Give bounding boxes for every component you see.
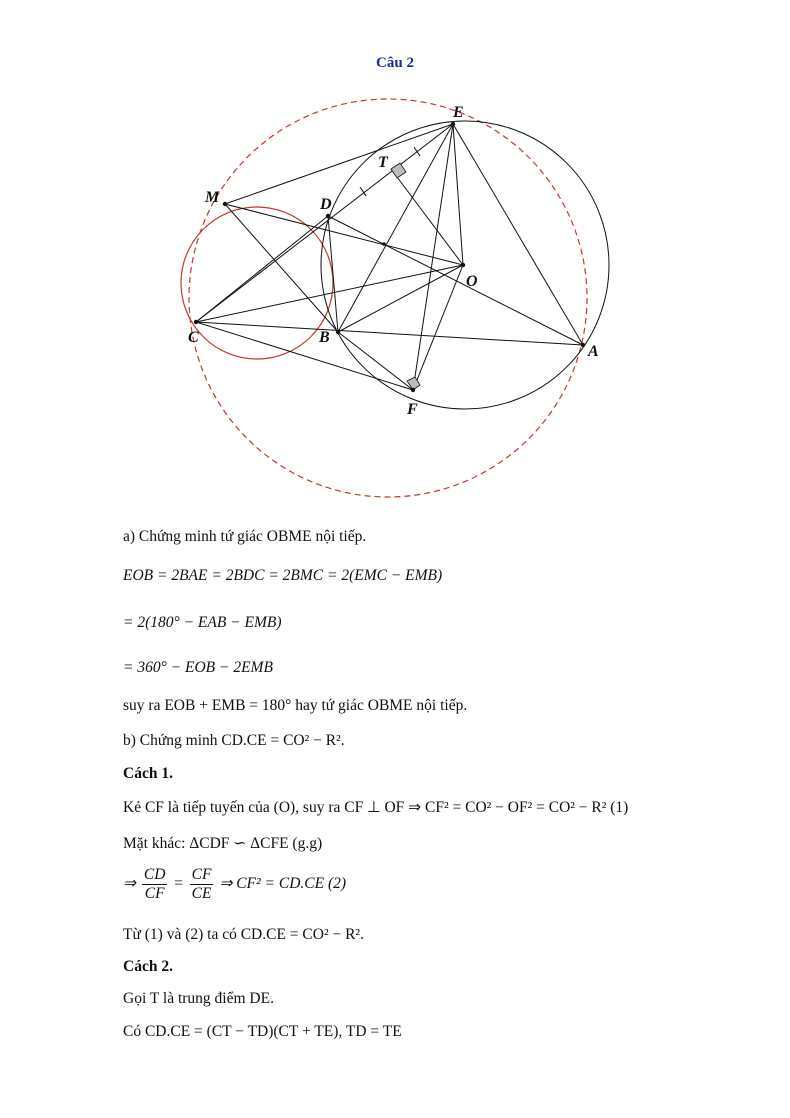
text-line-4: Kẻ CF là tiếp tuyến của (O), suy ra CF ⊥ OF ⇒ CF² = CO² − OF² = CO² − R² (1): [123, 799, 629, 816]
geometry-figure: [170, 92, 610, 512]
label-a: A: [588, 343, 599, 360]
dashed-circle: [189, 99, 587, 497]
label-f: F: [407, 401, 418, 418]
right-angle-t: [391, 163, 406, 178]
equation-line-2: = 2(180° − EAB − EMB): [123, 614, 282, 631]
fraction-cd-cf: $\frac{CD}{CF}$: [143, 866, 166, 902]
label-d: D: [320, 196, 332, 213]
fraction-result: ⇒ CF² = CD.CE (2): [219, 875, 347, 893]
page-title: Câu 2: [376, 55, 414, 71]
text-line-5: Mặt khác: ΔCDF ∽ ΔCFE (g.g): [123, 835, 323, 852]
label-e: E: [453, 104, 464, 121]
text-line-1: a) Chứng minh tứ giác OBME nội tiếp.: [123, 528, 367, 545]
text-line-2: suy ra EOB + EMB = 180° hay tứ giác OBME nội tiếp.: [123, 697, 468, 714]
text-line-3: b) Chứng minh CD.CE = CO² − R².: [123, 732, 345, 749]
equation-line-1: EOB = 2BAE = 2BDC = 2BMC = 2(EMC − EMB): [123, 567, 443, 584]
label-c: C: [188, 329, 199, 346]
label-b: B: [319, 329, 330, 346]
text-line-7: Gọi T là trung điểm DE.: [123, 990, 274, 1007]
tick-mark: [414, 147, 420, 156]
label-o: O: [466, 273, 478, 290]
label-t: T: [378, 154, 388, 171]
figure-points: [194, 122, 585, 392]
fraction-cf-ce: $\frac{CF}{CE}$: [191, 866, 212, 902]
section-heading-1: Cách 1.: [123, 765, 173, 782]
fraction-line: [123, 866, 770, 903]
equation-line-3: = 360° − EOB − 2EMB: [123, 659, 273, 676]
implies-symbol: ⇒: [123, 875, 136, 893]
label-m: M: [205, 189, 220, 206]
equals-symbol: =: [173, 875, 184, 893]
text-line-8: Có CD.CE = (CT − TD)(CT + TE), TD = TE: [123, 1023, 402, 1040]
figure-segments: [196, 124, 583, 390]
text-line-6: Từ (1) và (2) ta có CD.CE = CO² − R².: [123, 926, 364, 943]
section-heading-2: Cách 2.: [123, 958, 173, 975]
